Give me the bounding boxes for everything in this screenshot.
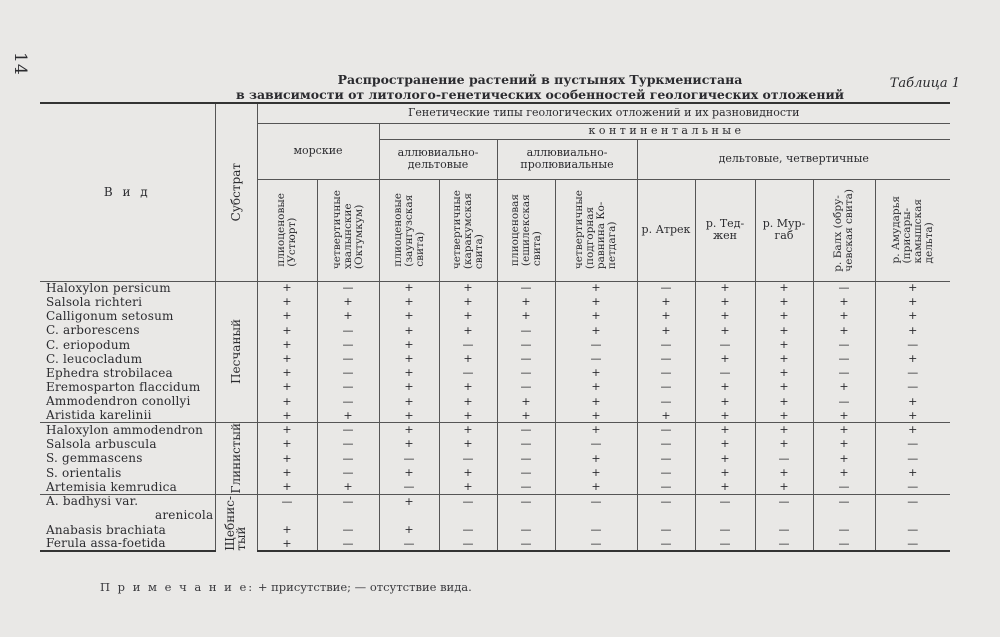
mark-cell: +	[379, 338, 439, 352]
mark-cell: +	[695, 352, 755, 366]
mark-cell: +	[439, 395, 497, 409]
mark-cell: +	[317, 409, 379, 423]
mark-cell: +	[439, 480, 497, 494]
mark-cell: +	[257, 523, 317, 537]
mark-cell: +	[317, 295, 379, 309]
mark-cell: —	[637, 451, 695, 465]
mark-cell: +	[695, 480, 755, 494]
mark-cell: +	[813, 324, 875, 338]
alluvial-deltaic-header: аллювиально-дельтовые	[379, 139, 497, 179]
species-name: Ammodendron conollyi	[46, 394, 191, 409]
mark-cell: +	[257, 309, 317, 323]
mark-cell: —	[637, 338, 695, 352]
page-number: 14	[10, 52, 30, 76]
mark-cell: +	[379, 523, 439, 537]
mark-cell: +	[695, 466, 755, 480]
title-line-2: в зависимости от литолого-генетических особенностей геологических отложений	[235, 87, 845, 102]
col-header-3: плиоценовые (заунгузская свита)	[379, 179, 439, 281]
table-row	[40, 366, 950, 380]
mark-cell: —	[497, 281, 555, 295]
mark-cell: +	[755, 281, 813, 295]
species-name: Haloxylon persicum	[40, 281, 215, 295]
mark-cell: —	[439, 523, 497, 537]
mark-cell: +	[257, 338, 317, 352]
mark-cell: —	[439, 494, 497, 508]
col-header-6: четвертичные (подгорная равнина Ко- петдага)	[555, 179, 637, 281]
mark-cell: —	[875, 366, 950, 380]
mark-cell: +	[439, 409, 497, 423]
mark-cell	[755, 509, 813, 523]
species-name: C. eriopodum	[46, 337, 131, 352]
mark-cell: —	[695, 366, 755, 380]
mark-cell: +	[439, 380, 497, 394]
species-name: Haloxylon ammodendron	[40, 423, 215, 437]
table-row	[40, 338, 950, 352]
mark-cell: +	[695, 395, 755, 409]
continental-header: к о н т и н е н т а л ь н ы е	[379, 123, 950, 139]
mark-cell: —	[317, 380, 379, 394]
mark-cell: +	[257, 380, 317, 394]
mark-cell	[317, 509, 379, 523]
mark-cell: +	[379, 324, 439, 338]
marine-header: морские	[257, 123, 379, 179]
mark-cell: —	[497, 437, 555, 451]
table-row	[40, 537, 950, 551]
mark-cell: +	[875, 309, 950, 323]
mark-cell: —	[555, 338, 637, 352]
mark-cell: —	[497, 480, 555, 494]
mark-cell: —	[317, 366, 379, 380]
mark-cell: +	[257, 366, 317, 380]
mark-cell: +	[439, 466, 497, 480]
mark-cell: —	[317, 537, 379, 551]
mark-cell: +	[555, 451, 637, 465]
mark-cell	[439, 509, 497, 523]
mark-cell: —	[379, 451, 439, 465]
mark-cell: —	[813, 338, 875, 352]
mark-cell: +	[813, 423, 875, 437]
mark-cell: —	[497, 380, 555, 394]
footnote-label: П р и м е ч а н и е:	[100, 580, 255, 594]
genetic-types-header: Генетические типы геологических отложений и их разновидности	[257, 103, 950, 123]
mark-cell: +	[755, 338, 813, 352]
mark-cell: +	[637, 409, 695, 423]
mark-cell: +	[755, 366, 813, 380]
col-header-2: четвертичные хвалынские (Октумкум)	[317, 179, 379, 281]
mark-cell: —	[637, 423, 695, 437]
table-row	[40, 494, 950, 508]
mark-cell: —	[875, 338, 950, 352]
mark-cell: —	[637, 480, 695, 494]
mark-cell: —	[637, 466, 695, 480]
mark-cell: +	[875, 423, 950, 437]
species-name: Calligonum setosum	[46, 309, 174, 324]
mark-cell: +	[637, 295, 695, 309]
mark-cell: +	[555, 423, 637, 437]
table-body	[40, 281, 950, 551]
distribution-table	[40, 102, 950, 552]
mark-cell: +	[755, 466, 813, 480]
species-name: Eremosparton flaccidum	[46, 380, 201, 395]
mark-cell: +	[257, 295, 317, 309]
mark-cell: —	[439, 338, 497, 352]
mark-cell: —	[439, 537, 497, 551]
mark-cell: +	[439, 437, 497, 451]
mark-cell: +	[875, 324, 950, 338]
mark-cell: +	[379, 281, 439, 295]
mark-cell: +	[875, 395, 950, 409]
species-name: Salsola richteri	[46, 294, 143, 309]
mark-cell: +	[257, 537, 317, 551]
species-name: S. gemmascens	[46, 451, 143, 466]
mark-cell: +	[555, 324, 637, 338]
mark-cell	[555, 509, 637, 523]
mark-cell: —	[637, 352, 695, 366]
mark-cell: +	[379, 437, 439, 451]
mark-cell: +	[379, 423, 439, 437]
mark-cell: +	[257, 281, 317, 295]
mark-cell: +	[379, 366, 439, 380]
mark-cell: +	[695, 380, 755, 394]
mark-cell: —	[497, 352, 555, 366]
table-title	[230, 72, 850, 102]
species-name: Aristida karelinii	[46, 408, 152, 423]
mark-cell: —	[555, 523, 637, 537]
mark-cell: —	[497, 466, 555, 480]
mark-cell	[813, 509, 875, 523]
col-header-9: р. Мур- габ	[755, 179, 813, 281]
mark-cell: +	[813, 380, 875, 394]
species-name: C. arborescens	[46, 323, 140, 338]
mark-cell: +	[439, 281, 497, 295]
mark-cell: +	[755, 352, 813, 366]
mark-cell: —	[875, 380, 950, 394]
col-header-11: р. Амударья (присары- камышская дельта)	[875, 179, 950, 281]
mark-cell: +	[695, 423, 755, 437]
mark-cell: +	[695, 295, 755, 309]
mark-cell: —	[317, 395, 379, 409]
mark-cell: +	[257, 437, 317, 451]
mark-cell	[497, 509, 555, 523]
mark-cell: +	[555, 309, 637, 323]
mark-cell: —	[317, 523, 379, 537]
mark-cell: —	[875, 480, 950, 494]
mark-cell: —	[813, 366, 875, 380]
mark-cell: +	[875, 352, 950, 366]
mark-cell	[637, 509, 695, 523]
mark-cell: +	[755, 380, 813, 394]
mark-cell: +	[497, 395, 555, 409]
mark-cell: —	[813, 523, 875, 537]
mark-cell: —	[379, 480, 439, 494]
mark-cell: —	[875, 451, 950, 465]
title-line-1: Распространение растений в пустынях Туркменистана	[337, 72, 743, 87]
mark-cell: —	[637, 437, 695, 451]
species-name: Artemisia kemrudica	[46, 479, 177, 494]
mark-cell: +	[257, 395, 317, 409]
mark-cell: —	[497, 451, 555, 465]
mark-cell: +	[555, 295, 637, 309]
mark-cell: +	[813, 309, 875, 323]
mark-cell: +	[695, 451, 755, 465]
col-header-5: плиоценовая (ешилекская свита)	[497, 179, 555, 281]
mark-cell: +	[439, 352, 497, 366]
substrate-cell: Щебнис- тый	[215, 494, 257, 551]
mark-cell: +	[497, 309, 555, 323]
mark-cell: —	[497, 338, 555, 352]
table-row	[40, 295, 950, 309]
mark-cell	[875, 509, 950, 523]
mark-cell: +	[875, 281, 950, 295]
mark-cell: —	[637, 380, 695, 394]
mark-cell: +	[813, 437, 875, 451]
mark-cell: +	[695, 437, 755, 451]
table-row	[40, 480, 950, 494]
mark-cell: +	[695, 324, 755, 338]
mark-cell: +	[379, 380, 439, 394]
table-row	[40, 324, 950, 338]
mark-cell: —	[695, 338, 755, 352]
mark-cell: —	[497, 324, 555, 338]
mark-cell: —	[875, 494, 950, 508]
mark-cell: —	[813, 537, 875, 551]
mark-cell: —	[317, 324, 379, 338]
footnote-text: + присутствие; — отсутствие вида.	[257, 580, 472, 594]
mark-cell: +	[755, 423, 813, 437]
mark-cell: —	[755, 494, 813, 508]
substrate-cell: Глинистый	[215, 423, 257, 494]
mark-cell: —	[695, 494, 755, 508]
mark-cell: —	[317, 281, 379, 295]
table-label: Таблица 1	[889, 76, 960, 91]
mark-cell: —	[695, 523, 755, 537]
mark-cell: —	[497, 523, 555, 537]
species-header: В и д	[40, 103, 215, 281]
mark-cell: +	[439, 295, 497, 309]
mark-cell: +	[755, 395, 813, 409]
mark-cell: +	[257, 480, 317, 494]
substrate-cell: Песчаный	[215, 281, 257, 423]
mark-cell: +	[257, 324, 317, 338]
table-row	[40, 395, 950, 409]
mark-cell: —	[497, 537, 555, 551]
mark-cell: +	[755, 409, 813, 423]
substrate-header: Субстрат	[215, 103, 257, 281]
alluvial-proluvial-header: аллювиально-пролювиальные	[497, 139, 637, 179]
mark-cell: +	[555, 466, 637, 480]
mark-cell: +	[379, 295, 439, 309]
mark-cell: +	[379, 409, 439, 423]
mark-cell: —	[379, 537, 439, 551]
mark-cell: —	[497, 494, 555, 508]
mark-cell	[379, 509, 439, 523]
mark-cell: —	[497, 366, 555, 380]
mark-cell: +	[317, 309, 379, 323]
mark-cell: —	[317, 352, 379, 366]
table-row	[40, 523, 950, 537]
mark-cell: —	[257, 494, 317, 508]
table-row	[40, 451, 950, 465]
mark-cell: —	[555, 537, 637, 551]
mark-cell: —	[813, 494, 875, 508]
mark-cell: +	[555, 281, 637, 295]
mark-cell: —	[755, 523, 813, 537]
mark-cell: +	[755, 324, 813, 338]
mark-cell: —	[813, 480, 875, 494]
mark-cell: +	[555, 395, 637, 409]
deltaic-quaternary-header: дельтовые, четвертичные	[637, 139, 950, 179]
mark-cell: —	[317, 451, 379, 465]
mark-cell: —	[637, 281, 695, 295]
mark-cell: +	[379, 309, 439, 323]
mark-cell: —	[637, 366, 695, 380]
mark-cell: —	[439, 451, 497, 465]
mark-cell: +	[755, 295, 813, 309]
mark-cell: +	[555, 409, 637, 423]
mark-cell: +	[695, 281, 755, 295]
mark-cell: +	[497, 295, 555, 309]
mark-cell: —	[317, 338, 379, 352]
mark-cell: +	[379, 352, 439, 366]
mark-cell: —	[875, 437, 950, 451]
table-row	[40, 509, 950, 523]
mark-cell: +	[875, 409, 950, 423]
mark-cell: —	[317, 423, 379, 437]
mark-cell: +	[875, 466, 950, 480]
mark-cell: +	[555, 480, 637, 494]
species-name: C. leucocladum	[46, 351, 143, 366]
mark-cell: +	[257, 352, 317, 366]
mark-cell: +	[257, 409, 317, 423]
mark-cell: —	[317, 466, 379, 480]
species-name: Anabasis brachiata	[46, 522, 166, 537]
mark-cell: +	[813, 451, 875, 465]
table-row	[40, 423, 950, 437]
mark-cell: +	[379, 466, 439, 480]
mark-cell: —	[497, 423, 555, 437]
table-row	[40, 409, 950, 423]
mark-cell: +	[317, 480, 379, 494]
col-header-1: плиоценовые (Устюрт)	[257, 179, 317, 281]
table-row	[40, 380, 950, 394]
mark-cell: —	[813, 352, 875, 366]
mark-cell: —	[439, 366, 497, 380]
mark-cell: —	[875, 523, 950, 537]
mark-cell: +	[637, 324, 695, 338]
col-header-10: р. Балх (обру- чевская свита)	[813, 179, 875, 281]
mark-cell: +	[555, 380, 637, 394]
mark-cell: +	[695, 309, 755, 323]
table-row	[40, 466, 950, 480]
species-name: arenicola	[155, 508, 214, 523]
table-row	[40, 352, 950, 366]
mark-cell: —	[755, 537, 813, 551]
mark-cell: —	[813, 281, 875, 295]
mark-cell: +	[497, 409, 555, 423]
mark-cell: +	[813, 466, 875, 480]
species-name: Salsola arbuscula	[46, 437, 157, 452]
table-row	[40, 309, 950, 323]
mark-cell: —	[317, 494, 379, 508]
mark-cell: +	[257, 466, 317, 480]
mark-cell: —	[555, 352, 637, 366]
col-header-7: р. Атрек	[637, 179, 695, 281]
mark-cell: +	[439, 423, 497, 437]
mark-cell: +	[813, 409, 875, 423]
species-name: S. orientalis	[46, 465, 122, 480]
mark-cell: —	[875, 537, 950, 551]
mark-cell: —	[637, 523, 695, 537]
mark-cell: +	[813, 295, 875, 309]
col-header-8: р. Тед- жен	[695, 179, 755, 281]
mark-cell: +	[439, 309, 497, 323]
mark-cell: +	[379, 395, 439, 409]
mark-cell: +	[439, 324, 497, 338]
mark-cell: —	[695, 537, 755, 551]
mark-cell: +	[637, 309, 695, 323]
mark-cell: +	[695, 409, 755, 423]
mark-cell: +	[755, 480, 813, 494]
mark-cell: —	[813, 395, 875, 409]
mark-cell: +	[257, 451, 317, 465]
mark-cell: +	[755, 437, 813, 451]
table-row	[40, 281, 950, 295]
mark-cell: —	[555, 437, 637, 451]
mark-cell: +	[555, 366, 637, 380]
mark-cell: +	[379, 494, 439, 508]
species-name: A. badhysi var.	[40, 494, 215, 508]
mark-cell: —	[555, 494, 637, 508]
mark-cell: —	[637, 395, 695, 409]
table-footnote	[100, 580, 472, 594]
species-name: Ephedra strobilacea	[46, 365, 173, 380]
col-header-4: четвертичные (каракумская свита)	[439, 179, 497, 281]
species-name: Ferula assa-foetida	[40, 537, 215, 551]
mark-cell: —	[637, 494, 695, 508]
mark-cell: —	[637, 537, 695, 551]
mark-cell	[257, 509, 317, 523]
table-row	[40, 437, 950, 451]
mark-cell: —	[317, 437, 379, 451]
mark-cell: +	[875, 295, 950, 309]
mark-cell	[695, 509, 755, 523]
mark-cell: +	[755, 309, 813, 323]
mark-cell: +	[257, 423, 317, 437]
mark-cell: —	[755, 451, 813, 465]
